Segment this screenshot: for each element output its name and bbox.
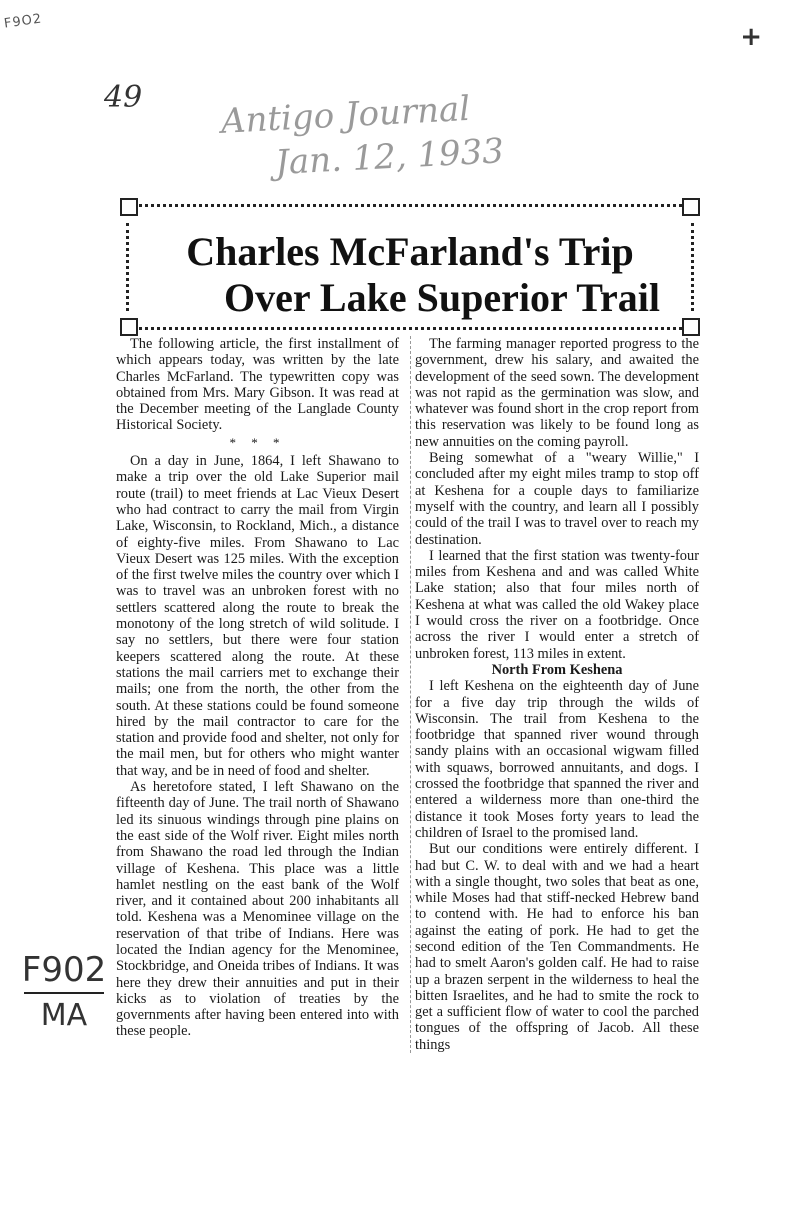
margin-rule (24, 992, 104, 994)
headline-line-1: Charles McFarland's Trip (186, 229, 634, 274)
article-paragraph: But our conditions were entirely different. I had but C. W. to deal with and we had a heart with a single thought, two soles that beat as one, while Moses had that stiff-necked Hebrew band to contend with. He had to enforce his ban against the eating of pork. He had to get the second edition of the Ten Commandments. He had to smelt Aaron's golden calf. He had to raise up a brazen serpent in the wilderness to heal the bitten Israelites, and he had to smite the rock to get a sufficient flow of water to cool the parched tongues of the offspring of Jacob. All these things (415, 841, 699, 1053)
section-subheading: North From Keshena (491, 661, 623, 678)
headline-box (126, 204, 694, 330)
article-paragraph: I learned that the first station was twenty-four miles from Keshena and and was called White Lake station; also that four miles north of Keshena at what was called the old Wakey place I would cross the river on a footbridge. Once across the river I would enter a stretch of unbroken forest, 113 miles in extent. (415, 547, 699, 662)
handwritten-source-note (220, 84, 524, 188)
ornament-corner (682, 198, 700, 216)
page-number: 49 (104, 80, 143, 115)
section-separator: * * * (229, 434, 286, 450)
article-paragraph: Being somewhat of a "weary Willie," I concluded after my eight miles tramp to stop off at Keshena for a couple days to familiarize myself with the country, and learn all I possibly could of the trail I was to travel over to reach my destination. (415, 450, 699, 548)
margin-initials: MA (40, 998, 88, 1033)
article-paragraph: The following article, the first installment of which appears today, was written by the late Charles McFarland. The typewritten copy was obtained from Mrs. Mary Gibson. It was read at the December meeting of the Langlade County Historical Society. (116, 336, 399, 434)
margin-annotation (14, 950, 114, 1036)
article-column-left (116, 336, 399, 1040)
ornament-corner (120, 198, 138, 216)
headline (126, 229, 694, 321)
margin-code: F902 (21, 950, 107, 990)
article-column-right (410, 336, 699, 1053)
handwritten-date: Jan. 12, 1933 (274, 131, 505, 184)
handwritten-source: Antigo Journal (220, 88, 472, 142)
article-paragraph: On a day in June, 1864, I left Shawano to make a trip over the old Lake Superior mail route (trail) to meet friends at Lac Vieux Desert who had contract to carry the mail from Virgin Lake, Wisconsin, to Rockland, Mich., a distance of eighty-five miles. From Shawano to Lac Vieux Desert was 125 miles. With the exception of the first twelve miles the country over which I was to travel was an unbroken forest with no settlers scattered along the route to break the monotony of the long stretch of wild solitude. I say no settlers, but there were four station keepers scattered along the route. At these stations the mail carriers met to exchange their mails; one from the north, the other from the south. At these stations could be found someone hired by the mail contractor to care for the station and provide food and shelter, not only for the mail men, but for others who might wanter that way, and be in need of food and shelter. (116, 453, 399, 779)
article-paragraph: I left Keshena on the eighteenth day of June for a five day trip through the wilds of Wisconsin. The trail from Keshena to the footbridge that spanned river wound through sandy plains with an occasional wigwam filled with squaws, borrowed annuitants, and dogs. I crossed the footbridge that spanned the river and entered a wilderness more than one-third the distance it took Moses forty years to lead the children of Israel to the promised land. (415, 678, 699, 841)
plus-mark: + (740, 22, 762, 52)
headline-line-2: Over Lake Superior Trail (224, 275, 660, 320)
corner-file-mark: F9O2 (3, 11, 44, 32)
article-paragraph: The farming manager reported progress to the government, drew his salary, and awaited the development of the seed sown. The development was not rapid as the germination was slow, and whatever was found short in the crop report from this reservation was likely to be found long as new annuities on the coming payroll. (415, 336, 699, 450)
article-paragraph: As heretofore stated, I left Shawano on the fifteenth day of June. The trail north of Shawano led its sinuous windings through pine plains on the east side of the Wolf river. Eight miles north from Shawano the road led through the Indian village of Keshena. This place was a little hamlet nestling on the east bank of the Wolf river, and it contained about 200 inhabitants all told. Keshena was a Menominee village on the reservation of that tribe of Indians. Here was located the Indian agency for the Menominee, Stockbridge, and Oneida tribes of Indians. It was here they drew their annuities and put in their kicks as to violation of treaties by the governments after having been entered into with these people. (116, 779, 399, 1040)
